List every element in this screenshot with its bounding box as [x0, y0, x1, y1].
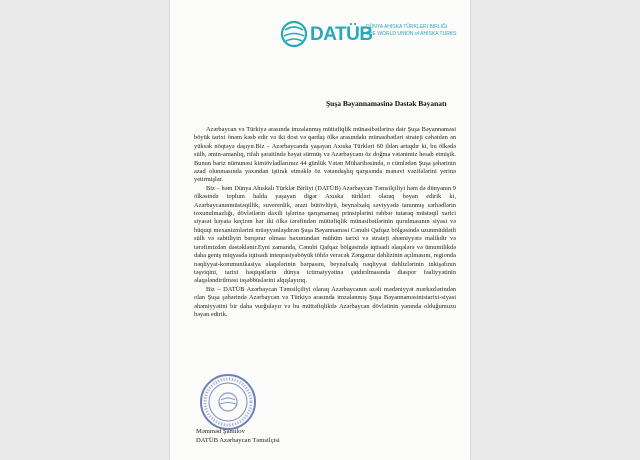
body-paragraph: Biz – DATÜB Azərbaycan Təmsilçiliyi olaraq Azərbaycanın azəli mədəniyyət mərkəzlərindən olan Şuşa şəhərində Azərbaycan və Türkiyə arasında imzalanmış Şuşa Bəyannaməsinistarixi-siyasi əhəmiyyətini bir daha vurğulayır və bu müttəfiqlikdə Azərbaycan dövlətinin yanında olduğumuzu bəyan edirik.	[194, 285, 456, 318]
logo-tagline	[366, 24, 466, 38]
globe-logo-icon	[280, 20, 308, 48]
official-stamp-icon	[198, 372, 258, 432]
signature-block	[196, 427, 396, 445]
body-paragraph: Biz – həm Dünya Ahıskalı Türklər Birliyi (DATÜB) Azərbaycan Təmsilçiliyi həm də dünyanın 9 ölkəsində toplum halda yaşayan digər Axıska türkləri olaraq bəyan edirik ki, Azərbaycanınmüstəqillik, suverenlik, ərazi bütövlüyü, beynəlxalq səviyyədə tanınmış sərhədlərin toxunulmazlığı, dövlətlərin daxili işlərinə qarışmamaq prinsiplərini rəhbər tutaraq müstəqil xarici siyasət həyata keçirən hər iki ölkə tərəfindən müttəfiqlik münasibətlərinin qurulmasının siyasi və hüquqi mexanizmlərini müəyyənləşdirən Şuşa Bəyannaməsi Cənubi Qafqaz bölgəsində uzunmüddətli sülh və sabitliyin bərqərar olması baxımından mühüm tarixi və strateji əhəmiyyətə malikdir və tərəfimizdən dəstəklənir.Eyni zamanda, Cənubi Qafqaz bölgəsində iqtisadi əlaqələrə və ümumilikdə daha geniş miqyasda iqtisadi inteqrasiyaböyük töhfə verəcək Zəngəzur dəhlizinin açılmasını, regionda nəqliyyat-kommunikasiya əlaqələrinin bərpasını, beynəlxalq nəqliyyat dəhlizlərinin inkişafının təşviqini, tarixi həqiqətlərin dünya ictimaiyyətinə çatdırılmasında diaspor fəaliyyətinin əlaqələndirilməsi təşəbbüslərini alqışlayırıq.	[194, 184, 456, 285]
body-paragraph: Azərbaycan və Türkiyə arasında imzalanmış müttəfiqlik münasibətlərinə dair Şuşa Bəyannaməsi böyük tarixi önəm kəsb edir və iki dost və qardaş ölkə arasındakı münasibətləri strateji cəhətdən ən yüksək nöqtəyə daşıyır.Biz – Azərbaycanda yaşayan Axıska Türkləri 60 ildən artıqdır ki, bu ölkədə sülh, əmin-amanlıq, rifah şəraitində həyat sürmüş və Azərbaycanı öz doğma vətənimiz hesab etmişik. Bunun bariz nümunəsi kimiövladlarımız 44 günlük Vətən Müharibəsində, o cümlədən Şuşa şəhərinin azad olunmasında yaxından iştirak etməklə öz vətəndaşlıq qarşısında mənəvi vəzifələrini yerinə yetirmişlər.	[194, 126, 456, 184]
datub-logo	[280, 20, 470, 52]
tagline-az: DÜNYA AHISKA TÜRKLERI BIRLIĞI	[366, 24, 448, 30]
signer-name: Məmməd Şamilov	[196, 428, 245, 435]
signer-position: DATÜB Azərbaycan Təmsilçisi	[196, 437, 280, 444]
tagline-en: THE WORLD UNION of AHISKA TURKS	[366, 31, 457, 37]
logo-wordmark: DATÜB	[310, 24, 373, 45]
letter-page	[170, 0, 470, 460]
document-body	[194, 126, 456, 319]
document-title: Şuşa Bəyannaməsinə Dəstək Bəyanatı	[326, 99, 447, 108]
